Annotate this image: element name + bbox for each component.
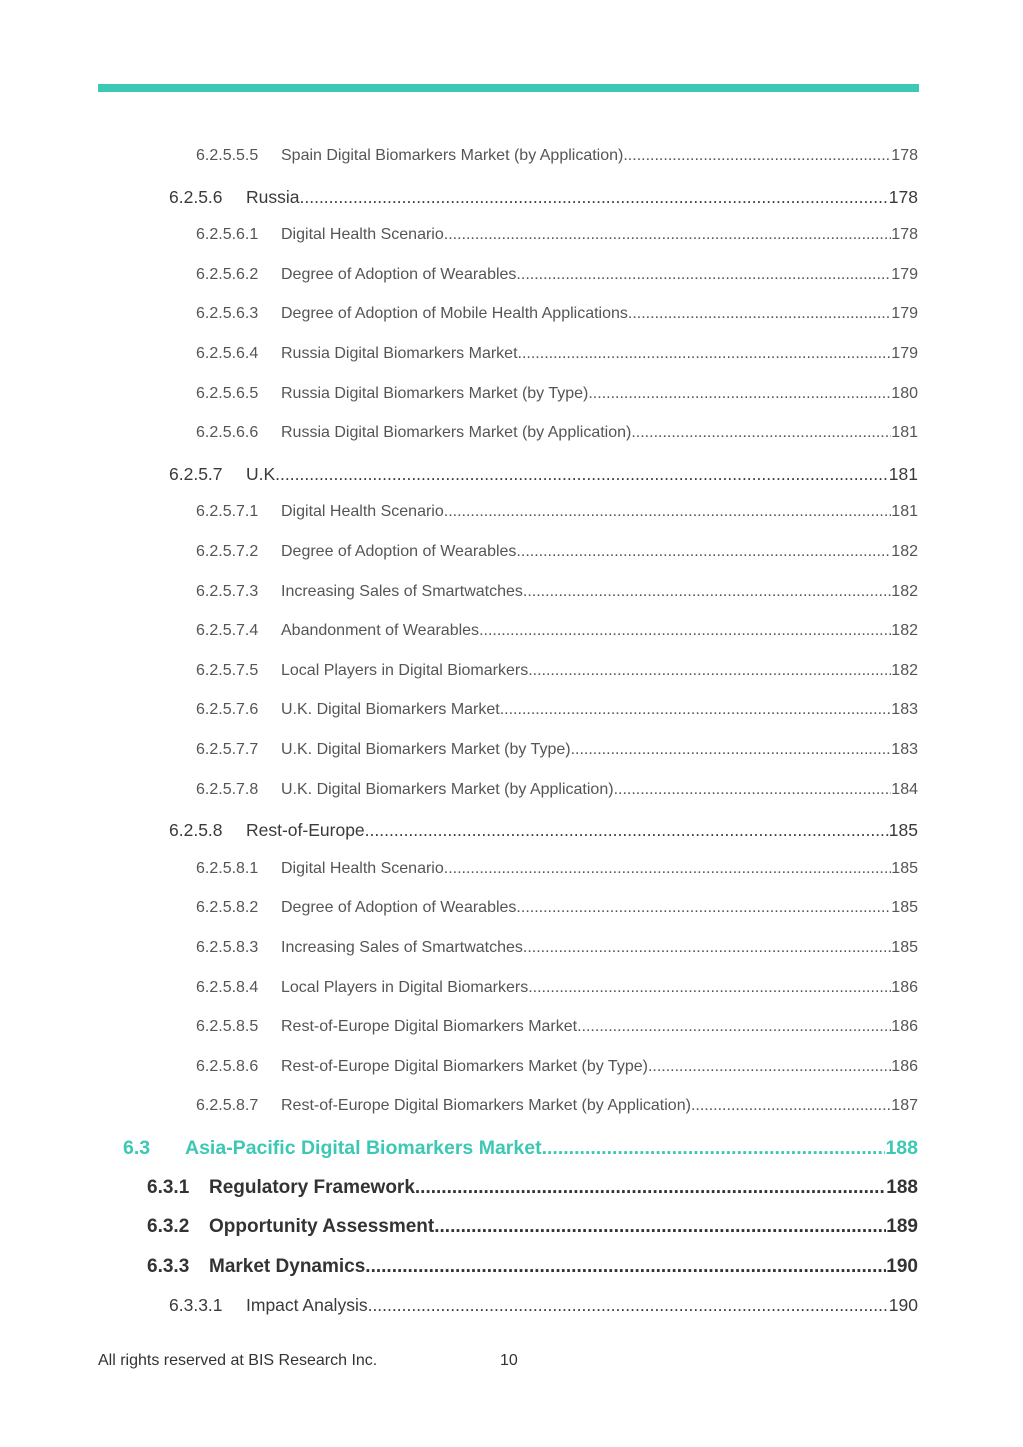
toc-entry-title: Rest-of-Europe Digital Biomarkers Market (by Application)	[281, 1097, 691, 1115]
toc-dot-leader	[365, 1256, 886, 1278]
toc-entry-number: 6.2.5.6.3	[196, 305, 259, 323]
toc-entry-page: 185	[891, 939, 918, 956]
toc-entry-number: 6.2.5.8.1	[196, 859, 259, 877]
toc-entry-page: 181	[888, 463, 918, 484]
toc-dot-leader	[300, 187, 889, 208]
toc-entry-number: 6.2.5.7.2	[196, 543, 259, 560]
toc-entry[interactable]	[196, 701, 918, 719]
toc-dot-leader	[628, 305, 891, 323]
toc-dot-leader	[415, 1177, 886, 1199]
toc-dot-leader	[444, 503, 892, 521]
toc-entry[interactable]	[196, 305, 918, 323]
toc-entry-title: Degree of Adoption of Wearables	[281, 265, 517, 283]
toc-entry-title: Digital Health Scenario	[281, 503, 444, 521]
toc-dot-leader	[444, 226, 892, 244]
toc-entry[interactable]	[196, 1058, 918, 1076]
toc-entry-number: 6.2.5.7.4	[196, 622, 259, 640]
toc-entry[interactable]	[196, 503, 918, 521]
toc-entry-title: Degree of Adoption of Mobile Health Applications	[281, 305, 628, 323]
toc-entry-number: 6.2.5.6.4	[196, 345, 259, 362]
toc-entry[interactable]	[196, 741, 918, 759]
toc-entry-page: 188	[885, 1137, 918, 1159]
toc-entry-number: 6.3.3	[147, 1255, 190, 1277]
toc-entry-title: Digital Health Scenario	[281, 859, 444, 877]
toc-entry-number: 6.2.5.6.2	[196, 265, 259, 283]
toc-entry-page: 185	[891, 859, 918, 877]
toc-entry[interactable]	[196, 385, 918, 403]
toc-entry-number: 6.2.5.5.5	[196, 147, 259, 164]
toc-entry[interactable]	[196, 583, 918, 601]
toc-entry-title: Russia Digital Biomarkers Market (by Type)	[281, 384, 589, 402]
toc-entry[interactable]	[169, 464, 918, 485]
toc-entry[interactable]	[169, 187, 918, 208]
toc-entry-number: 6.2.5.8.6	[196, 1057, 259, 1075]
toc-entry-page: 182	[891, 661, 918, 679]
toc-entry-page: 186	[891, 1018, 918, 1036]
toc-dot-leader	[516, 899, 891, 917]
toc-entry-title: Market Dynamics	[209, 1255, 366, 1277]
toc-entry[interactable]	[196, 860, 918, 878]
toc-entry-page: 186	[891, 978, 918, 996]
toc-entry-title: Russia Digital Biomarkers Market (by Application)	[281, 424, 632, 442]
toc-entry-page: 179	[891, 265, 918, 283]
toc-entry-title: Rest-of-Europe Digital Biomarkers Market	[281, 1018, 578, 1036]
toc-entry[interactable]	[196, 147, 918, 165]
toc-entry-number: 6.2.5.7	[169, 463, 223, 484]
toc-entry-title: Increasing Sales of Smartwatches	[281, 582, 523, 600]
toc-entry[interactable]	[169, 820, 918, 841]
toc-entry-title: Spain Digital Biomarkers Market (by Application)	[281, 147, 624, 164]
toc-entry-title: U.K. Digital Biomarkers Market (by Type)	[281, 741, 571, 758]
toc-entry-number: 6.2.5.7.8	[196, 780, 259, 798]
toc-entry[interactable]	[196, 345, 918, 363]
toc-entry-page: 187	[891, 1097, 918, 1115]
toc-entry-page: 179	[891, 305, 918, 323]
toc-dot-leader	[648, 1058, 891, 1076]
toc-entry-page: 179	[891, 345, 918, 362]
toc-dot-leader	[542, 1137, 886, 1160]
toc-entry-page: 184	[891, 780, 918, 798]
toc-entry-number: 6.2.5.8.7	[196, 1097, 259, 1115]
toc-entry-number: 6.2.5.8.5	[196, 1018, 259, 1036]
toc-entry[interactable]	[196, 622, 918, 640]
toc-entry-page: 178	[891, 226, 918, 244]
toc-dot-leader	[280, 464, 889, 485]
toc-entry[interactable]	[196, 979, 918, 997]
toc-entry-title: Russia Digital Biomarkers Market	[281, 345, 518, 362]
toc-entry-title: Digital Health Scenario	[281, 226, 444, 244]
toc-entry-number: 6.2.5.8.2	[196, 899, 259, 917]
toc-entry-number: 6.2.5.7.1	[196, 503, 259, 521]
toc-entry-page: 183	[891, 741, 918, 758]
toc-entry-title: Local Players in Digital Biomarkers	[281, 661, 529, 679]
toc-entry-title: Increasing Sales of Smartwatches	[281, 939, 523, 956]
toc-entry[interactable]	[196, 1018, 918, 1036]
toc-entry-title: U.K. Digital Biomarkers Market	[281, 701, 500, 719]
toc-entry-number: 6.2.5.8.3	[196, 939, 259, 956]
toc-entry-number: 6.2.5.6	[169, 186, 223, 207]
toc-dot-leader	[528, 979, 891, 997]
toc-entry[interactable]	[196, 266, 918, 284]
toc-entry-title: Rest-of-Europe Digital Biomarkers Market (by Type)	[281, 1057, 648, 1075]
toc-entry-number: 6.3.3.1	[169, 1295, 223, 1316]
footer-copyright: All rights reserved at BIS Research Inc.	[98, 1352, 378, 1369]
toc-dot-leader	[577, 1018, 891, 1036]
toc-dot-leader	[614, 781, 892, 799]
toc-entry[interactable]	[147, 1216, 918, 1238]
toc-dot-leader	[479, 622, 891, 640]
toc-entry-page: 185	[888, 820, 918, 841]
toc-entry-title: Impact Analysis	[246, 1295, 368, 1316]
toc-dot-leader	[516, 543, 891, 561]
toc-entry-page: 178	[891, 147, 918, 164]
toc-entry-title: Opportunity Assessment	[209, 1216, 435, 1238]
toc-entry-page: 186	[891, 1057, 918, 1075]
toc-entry[interactable]	[169, 1295, 918, 1316]
toc-entry-page: 182	[891, 543, 918, 560]
toc-entry-page: 185	[891, 899, 918, 917]
toc-dot-leader	[523, 583, 891, 601]
toc-dot-leader	[691, 1097, 891, 1115]
toc-entry-number: 6.2.5.6.1	[196, 226, 259, 244]
toc-entry-title: Degree of Adoption of Wearables	[281, 543, 517, 560]
toc-entry-number: 6.2.5.7.6	[196, 701, 259, 719]
toc-entry[interactable]	[147, 1177, 918, 1199]
toc-entry[interactable]	[196, 899, 918, 917]
toc-entry[interactable]	[196, 424, 918, 442]
toc-dot-leader	[528, 662, 891, 680]
toc-entry-number: 6.2.5.8	[169, 820, 223, 841]
toc-entry-page: 178	[888, 186, 918, 207]
toc-dot-leader	[516, 266, 891, 284]
toc-entry-number: 6.2.5.7.7	[196, 741, 259, 758]
toc-entry[interactable]	[196, 781, 918, 799]
toc-entry-title: Regulatory Framework	[209, 1176, 415, 1198]
toc-entry-title: Rest-of-Europe	[246, 820, 365, 841]
toc-dot-leader	[434, 1216, 886, 1238]
toc-entry-title: Russia	[246, 186, 300, 207]
toc-entry-page: 189	[886, 1216, 918, 1238]
toc-entry[interactable]	[147, 1256, 918, 1278]
toc-entry-page: 190	[888, 1295, 918, 1316]
toc-entry-number: 6.2.5.7.5	[196, 661, 259, 679]
toc-entry-title: U.K.	[246, 463, 281, 484]
toc-entry-title: Degree of Adoption of Wearables	[281, 899, 517, 917]
toc-entry-page: 182	[891, 622, 918, 640]
header-accent-rule	[98, 84, 919, 92]
toc-dot-leader	[571, 741, 892, 759]
toc-dot-leader	[631, 424, 891, 442]
toc-entry-title: Local Players in Digital Biomarkers	[281, 978, 529, 996]
toc-entry[interactable]	[196, 543, 918, 561]
toc-entry-page: 190	[886, 1255, 918, 1277]
toc-dot-leader	[500, 701, 892, 719]
toc-dot-leader	[444, 860, 892, 878]
toc-entry-title: U.K. Digital Biomarkers Market (by Application)	[281, 780, 614, 798]
toc-entry-page: 182	[891, 582, 918, 600]
toc-entry[interactable]	[196, 939, 918, 957]
toc-entry-number: 6.2.5.6.5	[196, 384, 259, 402]
toc-entry-page: 183	[891, 701, 918, 719]
toc-dot-leader	[368, 1295, 889, 1316]
toc-entry-page: 180	[891, 384, 918, 402]
toc-entry-page: 181	[891, 503, 918, 521]
toc-dot-leader	[365, 820, 889, 841]
toc-entry[interactable]	[196, 662, 918, 680]
footer-page-number: 10	[500, 1352, 518, 1369]
toc-entry-number: 6.3.2	[147, 1216, 190, 1238]
toc-entry[interactable]	[123, 1137, 918, 1160]
toc-dot-leader	[588, 385, 891, 403]
toc-entry[interactable]	[196, 1097, 918, 1115]
toc-entry-page: 188	[886, 1176, 918, 1198]
toc-entry[interactable]	[196, 226, 918, 244]
toc-dot-leader	[623, 147, 891, 165]
toc-entry-page: 181	[891, 424, 918, 442]
toc-dot-leader	[523, 939, 891, 957]
toc-entry-number: 6.3.1	[147, 1176, 190, 1198]
toc-entry-number: 6.2.5.8.4	[196, 978, 259, 996]
toc-entry-number: 6.2.5.7.3	[196, 582, 259, 600]
toc-entry-title: Abandonment of Wearables	[281, 622, 480, 640]
toc-entry-number: 6.2.5.6.6	[196, 424, 259, 442]
toc-dot-leader	[518, 345, 892, 363]
toc-entry-number: 6.3	[123, 1137, 151, 1159]
toc-entry-title: Asia-Pacific Digital Biomarkers Market	[185, 1137, 542, 1159]
